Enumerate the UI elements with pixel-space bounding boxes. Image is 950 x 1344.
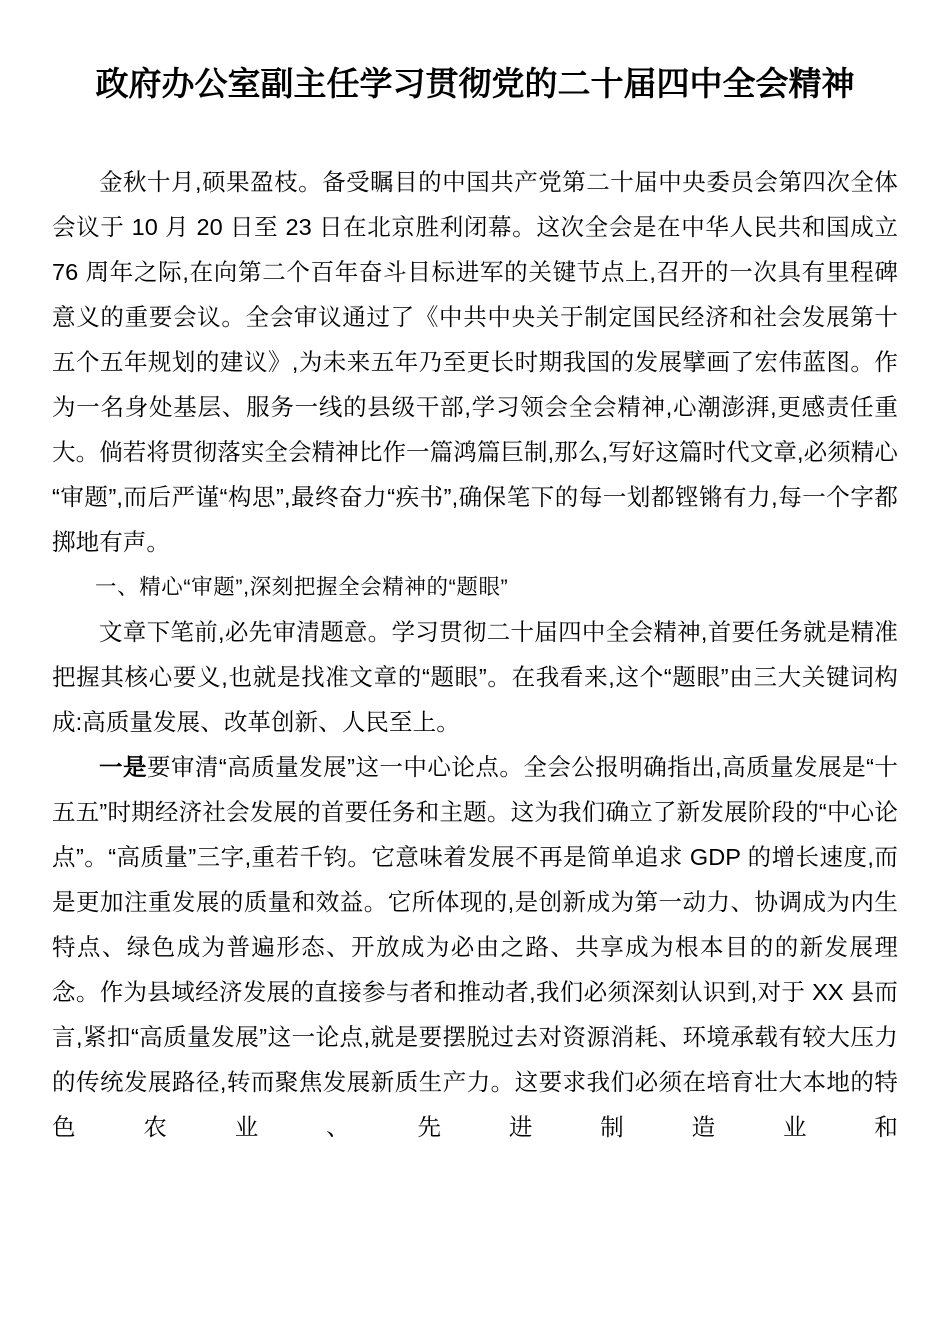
paragraph-lead-body: 要审清“高质量发展”这一中心论点。全会公报明确指出,高质量发展是“十五五”时期经济社会发展的首要任务和主题。这为我们确立了新发展阶段的“中心论点”。“高质量”三字,重若千钧。它意味着发展不再是简单追求 GDP 的增长速度,而是更加注重发展的质量和效益。它所体现的,是创新成为第一动力、协调成为内生特点、绿色成为普遍形态、开放成为必由之路、共享成为根本目的的新发展理念。作为县域经济发展的直接参与者和推动者,我们必须深刻认识到,对于 XX 县而言,紧扣“高质量发展”这一论点,就是要摆脱过去对资源消耗、环境承载有较大压力的传统发展路径,转而聚焦发展新质生产力。这要求我们必须在培育壮大本地的特色农业、先进制造业和 bbox=[52, 754, 898, 1140]
page-title: 政府办公室副主任学习贯彻党的二十届四中全会精神 bbox=[95, 65, 855, 102]
body-paragraph-3 bbox=[52, 745, 898, 1150]
document-body bbox=[52, 0, 898, 1150]
body-paragraph-1: 金秋十月,硕果盈枝。备受瞩目的中国共产党第二十届中央委员会第四次全体会议于 10 月 20 日至 23 日在北京胜利闭幕。这次全会是在中华人民共和国成立 76 周年之际,在向第二个百年奋斗目标进军的关键节点上,召开的一次具有里程碑意义的重要会议。全会审议通过了《中共中央关于制定国民经济和社会发展第十五个五年规划的建议》,为未来五年乃至更长时期我国的发展擘画了宏伟蓝图。作为一名身处基层、服务一线的县级干部,学习领会全会精神,心潮澎湃,更感责任重大。倘若将贯彻落实全会精神比作一篇鸿篇巨制,那么,写好这篇时代文章,必须精心“审题”,而后严谨“构思”,最终奋力“疾书”,确保笔下的每一划都铿锵有力,每一个字都掷地有声。 bbox=[52, 169, 898, 555]
paragraph-lead-marker: 一是 bbox=[99, 754, 147, 780]
title-spacer bbox=[52, 106, 898, 160]
body-paragraph-2: 文章下笔前,必先审清题意。学习贯彻二十届四中全会精神,首要任务就是精准把握其核心要义,也就是找准文章的“题眼”。在我看来,这个“题眼”由三大关键词构成:高质量发展、改革创新、人民至上。 bbox=[52, 619, 898, 735]
section-heading-1: 一、精心“审题”,深刻把握全会精神的“题眼” bbox=[95, 575, 509, 599]
